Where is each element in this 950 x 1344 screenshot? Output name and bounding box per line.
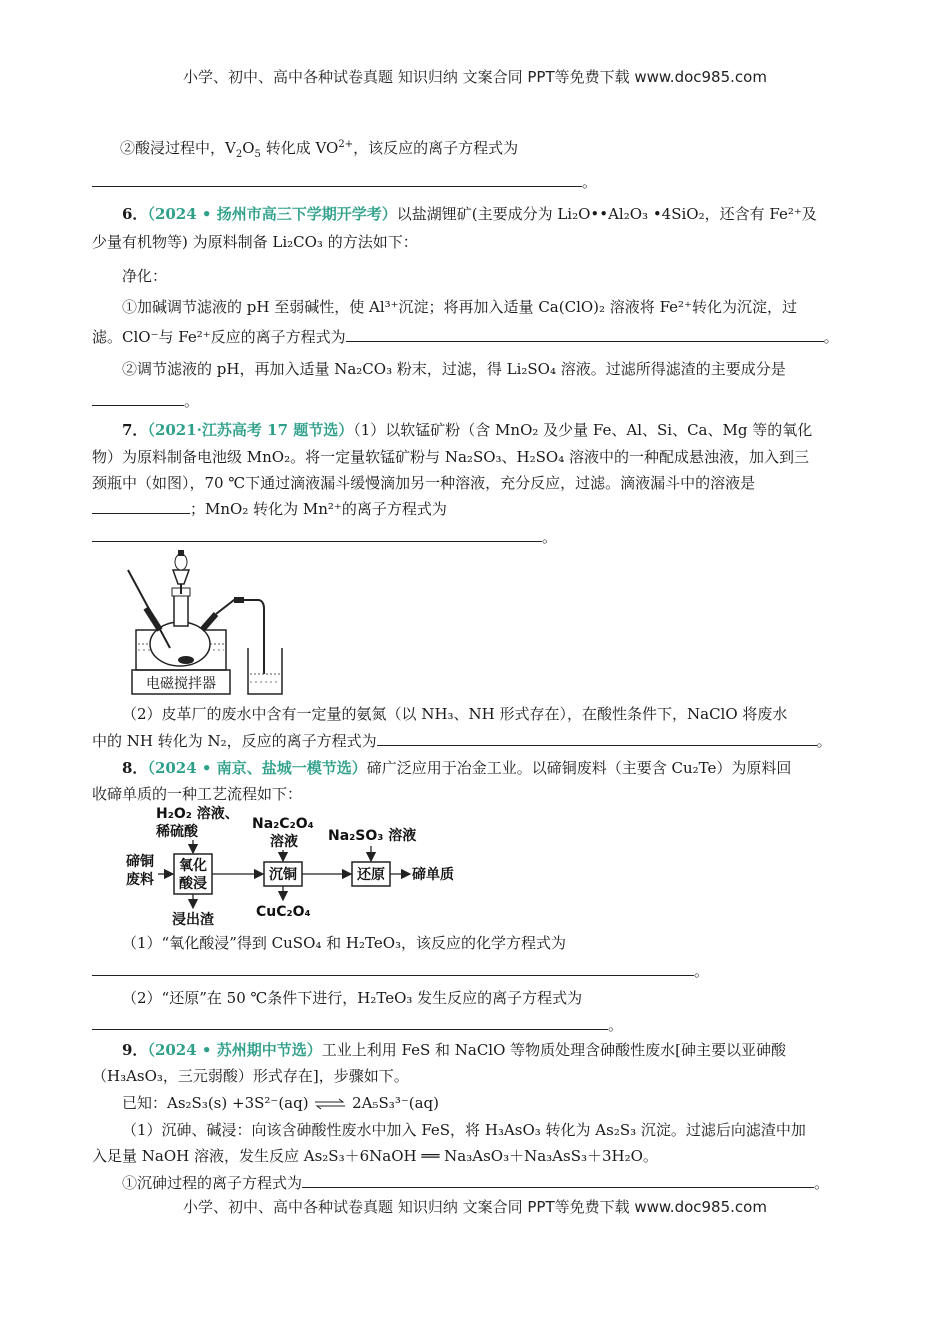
q8-line1 — [122, 758, 791, 778]
output-cuc2o4: CuC₂O₄ — [256, 904, 311, 920]
q6-end-1: 。 — [823, 328, 839, 346]
q5-text-c: 转化成 VO — [265, 139, 339, 157]
q5-answer-blank[interactable] — [92, 172, 582, 187]
q7-answer-blank-1[interactable] — [92, 499, 190, 514]
q7-text-1: （1）以软锰矿粉（含 MnO₂ 及少量 Fe、Al、Si、Ca、Mg 等的氧化 — [353, 421, 813, 439]
q9-known — [122, 1093, 439, 1113]
q7-text-4: ；MnO₂ 转化为 Mn²⁺的离子方程式为 — [190, 500, 447, 518]
q6-answer-blank-2[interactable] — [92, 391, 184, 406]
q6-line3: 净化： — [122, 267, 168, 285]
center-neck — [174, 594, 188, 626]
q8-answer-blank-2[interactable] — [92, 1015, 608, 1030]
q8-line2: 收碲单质的一种工艺流程如下： — [92, 785, 303, 803]
raw-material-1: 碲铜 — [126, 854, 154, 870]
q6-line6: ②调节滤液的 pH，再加入适量 Na₂CO₃ 粉末，过滤，得 Li₂SO₄ 溶液。过滤所得滤渣的主要成分是 — [122, 360, 786, 378]
q7-line4 — [92, 499, 447, 519]
q8-answer-line-2[interactable] — [92, 1015, 623, 1035]
output-residue: 浸出渣 — [172, 912, 214, 928]
q5-end: 。 — [582, 173, 598, 191]
q6-line4: ①加碱调节滤液的 pH 至弱碱性，使 Al³⁺沉淀；将再加入适量 Ca(ClO)₂ 溶液将 Fe²⁺转化为沉淀，过 — [122, 298, 797, 316]
equilibrium-arrow-icon — [313, 1098, 347, 1110]
q9-known-right: 2A₅S₃³⁻(aq) — [352, 1094, 439, 1112]
q8-answer-blank-1[interactable] — [92, 961, 694, 976]
q9-answer-blank-1[interactable] — [302, 1173, 814, 1188]
input-na2so3: Na₂SO₃ 溶液 — [328, 828, 417, 844]
box2-label: 沉铜 — [269, 867, 297, 883]
product-label: 碲单质 — [412, 867, 454, 883]
q5-text-d: ，该反应的离子方程式为 — [353, 139, 519, 157]
q7-end-1: 。 — [542, 528, 558, 546]
dropping-funnel — [173, 570, 189, 584]
box1-label-a: 氧化 — [179, 858, 207, 874]
q8-end-2: 。 — [608, 1016, 624, 1034]
stir-bar — [178, 656, 194, 664]
q7-source: （2021·江苏高考 17 题节选） — [147, 421, 354, 439]
q9-line4: （1）沉砷、碱浸：向该含砷酸性废水中加入 FeS，将 H₃AsO₃ 转化为 As₂S₃ 沉淀。过滤后向滤渣中加 — [122, 1121, 806, 1139]
q9-line6 — [122, 1173, 829, 1193]
q6-text-5: 滤。ClO⁻与 Fe²⁺反应的离子方程式为 — [92, 328, 346, 346]
q9-line5: 入足量 NaOH 溶液，发生反应 As₂S₃＋6NaOH ══ Na₃AsO₃＋Na₃AsS₃＋3H₂O。 — [92, 1147, 658, 1165]
gas-tube — [216, 600, 264, 674]
tube-clamp — [234, 597, 244, 603]
q6-number: 6． — [122, 205, 148, 223]
q7-part2-line2 — [92, 731, 832, 751]
q9-source: （2024 • 苏州期中节选） — [147, 1041, 322, 1059]
q5-part2-text: ②酸浸过程中，$V_2O_5$ 转化成 $VO^{2+}$，该反应的离子方程式为 — [120, 139, 519, 160]
box1-label-b: 酸浸 — [179, 876, 207, 892]
three-neck-flask-apparatus — [122, 548, 292, 698]
q7-end-2: 。 — [816, 732, 832, 750]
q9-line2: （H₃AsO₃，三元弱酸）形式存在]，步骤如下。 — [92, 1067, 409, 1085]
page-footer: 小学、初中、高中各种试卷真题 知识归纳 文案合同 PPT等免费下载 www.doc985.com — [183, 1198, 767, 1216]
funnel-cap — [178, 550, 184, 556]
q8-number: 8． — [122, 759, 148, 777]
q8-part1: （1）“氧化酸浸”得到 CuSO₄ 和 H₂TeO₃，该反应的化学方程式为 — [122, 934, 567, 952]
input-na2c2o4: Na₂C₂O₄ — [252, 816, 314, 832]
q7-answer-blank-2[interactable] — [92, 527, 542, 542]
q7-part2-line1: （2）皮革厂的废水中含有一定量的氨氮（以 NH₃、NH 形式存在），在酸性条件下，NaClO 将废水 — [122, 705, 788, 723]
q5-text-b: O — [242, 139, 255, 157]
q7-text-p2: 中的 NH 转化为 N₂，反应的离子方程式为 — [92, 732, 377, 750]
thermometer — [128, 570, 170, 648]
q6-answer-line-2[interactable] — [92, 391, 199, 411]
page-header: 小学、初中、高中各种试卷真题 知识归纳 文案合同 PPT等免费下载 www.doc985.com — [183, 68, 767, 86]
q7-answer-blank-3[interactable] — [377, 731, 817, 746]
q7-number: 7． — [122, 421, 148, 439]
funnel-bulb — [175, 554, 187, 570]
q7-line2: 物）为原料制备电池级 MnO₂。将一定量软锰矿粉与 Na₂SO₃、H₂SO₄ 溶液中的一种配成悬浊液，加入到三 — [92, 448, 809, 466]
q6-answer-blank-1[interactable] — [346, 327, 824, 342]
input-h2o2: H₂O₂ 溶液、 — [156, 806, 239, 822]
q8-answer-line-1[interactable] — [92, 961, 709, 981]
stirrer-label: 电磁搅拌器 — [146, 676, 216, 692]
q6-line1 — [122, 204, 817, 224]
q9-text-1: 工业上利用 FeS 和 NaClO 等物质处理含砷酸性废水[砷主要以亚砷酸 — [321, 1041, 787, 1059]
q9-known-left: 已知：As₂S₃(s) +3S²⁻(aq) — [122, 1094, 309, 1112]
raw-material-2: 废料 — [126, 872, 154, 888]
q6-line5 — [92, 327, 839, 347]
q7-line1 — [122, 420, 812, 440]
q6-text-1: 以盐湖锂矿(主要成分为 Li₂O••Al₂O₃ •4SiO₂，还含有 Fe²⁺及 — [396, 205, 817, 223]
tellurium-process-flowchart — [122, 800, 472, 930]
q6-end-2: 。 — [184, 392, 200, 410]
q5-answer-line[interactable] — [92, 172, 597, 192]
q8-part2: （2）“还原”在 50 ℃条件下进行，H₂TeO₃ 发生反应的离子方程式为 — [122, 989, 583, 1007]
right-neck — [202, 614, 216, 630]
q6-source: （2024 • 扬州市高三下学期开学考） — [147, 205, 397, 223]
q9-number: 9． — [122, 1041, 148, 1059]
q5-text-a: ②酸浸过程中，V — [120, 139, 236, 157]
q8-source: （2024 • 南京、盐城一模节选） — [147, 759, 367, 777]
q9-end-1: 。 — [814, 1174, 830, 1192]
q8-end-1: 。 — [694, 962, 710, 980]
q7-answer-line-2[interactable] — [92, 527, 557, 547]
q7-line3: 颈瓶中（如图），70 ℃下通过滴液漏斗缓慢滴加另一种溶液，充分反应，过滤。滴液漏斗中的溶液是 — [92, 474, 756, 492]
input-na2c2o4-sol: 溶液 — [270, 834, 298, 850]
q9-line1 — [122, 1040, 786, 1060]
q8-text-1: 碲广泛应用于冶金工业。以碲铜废料（主要含 Cu₂Te）为原料回 — [366, 759, 792, 777]
input-h2so4: 稀硫酸 — [156, 824, 198, 840]
q6-line2: 少量有机物等) 为原料制备 Li₂CO₃ 的方法如下： — [92, 233, 418, 251]
box3-label: 还原 — [357, 867, 385, 883]
q9-text-6: ①沉砷过程的离子方程式为 — [122, 1174, 303, 1192]
